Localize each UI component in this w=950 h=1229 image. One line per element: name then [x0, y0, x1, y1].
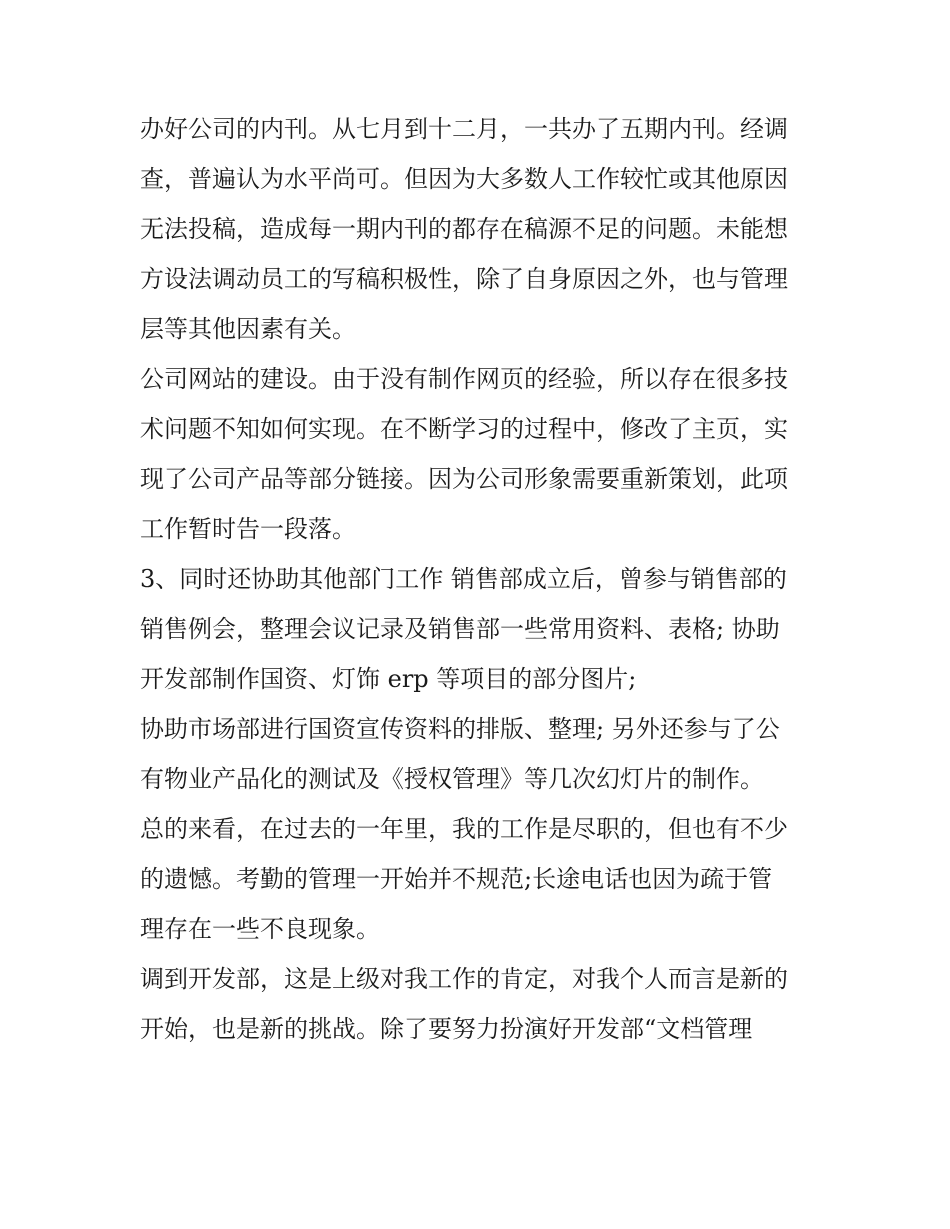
text-line: 理存在一些不良现象。	[140, 915, 380, 943]
text-line: 调到开发部，这是上级对我工作的肯定，对我个人而言是新的	[140, 965, 788, 993]
text-line: 公司网站的建设。由于没有制作网页的经验，所以存在很多技	[140, 365, 788, 393]
paragraph-transfer	[140, 954, 820, 1054]
paragraph-marketing-assist	[140, 704, 820, 804]
text-line: 开始，也是新的挑战。除了要努力扮演好开发部“文档管理	[140, 1015, 753, 1043]
text-line: 工作暂时告一段落。	[140, 515, 356, 543]
paragraph-summary	[140, 804, 820, 954]
text-line: 术问题不知如何实现。在不断学习的过程中，修改了主页，实	[140, 415, 788, 443]
text-line: 开发部制作国资、灯饰 erp 等项目的部分图片;	[140, 665, 637, 693]
text-line: 的遗憾。考勤的管理一开始并不规范;长途电话也因为疏于管	[140, 865, 773, 893]
text-line: 层等其他因素有关。	[140, 315, 356, 343]
paragraph-assist-departments	[140, 554, 820, 704]
text-line: 无法投稿，造成每一期内刊的都存在稿源不足的问题。未能想	[140, 215, 788, 243]
paragraph-website	[140, 354, 820, 554]
text-line: 总的来看，在过去的一年里，我的工作是尽职的，但也有不少	[140, 815, 788, 843]
document-body	[140, 104, 820, 1054]
text-line: 3、同时还协助其他部门工作 销售部成立后，曾参与销售部的	[140, 565, 787, 593]
text-line: 方设法调动员工的写稿积极性，除了自身原因之外，也与管理	[140, 265, 788, 293]
paragraph-internal-magazine	[140, 104, 820, 354]
text-line: 现了公司产品等部分链接。因为公司形象需要重新策划，此项	[140, 465, 788, 493]
text-line: 有物业产品化的测试及《授权管理》等几次幻灯片的制作。	[140, 765, 764, 793]
text-line: 销售例会，整理会议记录及销售部一些常用资料、表格; 协助	[140, 615, 780, 643]
text-line: 办好公司的内刊。从七月到十二月，一共办了五期内刊。经调	[140, 115, 788, 143]
text-line: 查，普遍认为水平尚可。但因为大多数人工作较忙或其他原因	[140, 165, 788, 193]
text-line: 协助市场部进行国资宣传资料的排版、整理; 另外还参与了公	[140, 715, 780, 743]
